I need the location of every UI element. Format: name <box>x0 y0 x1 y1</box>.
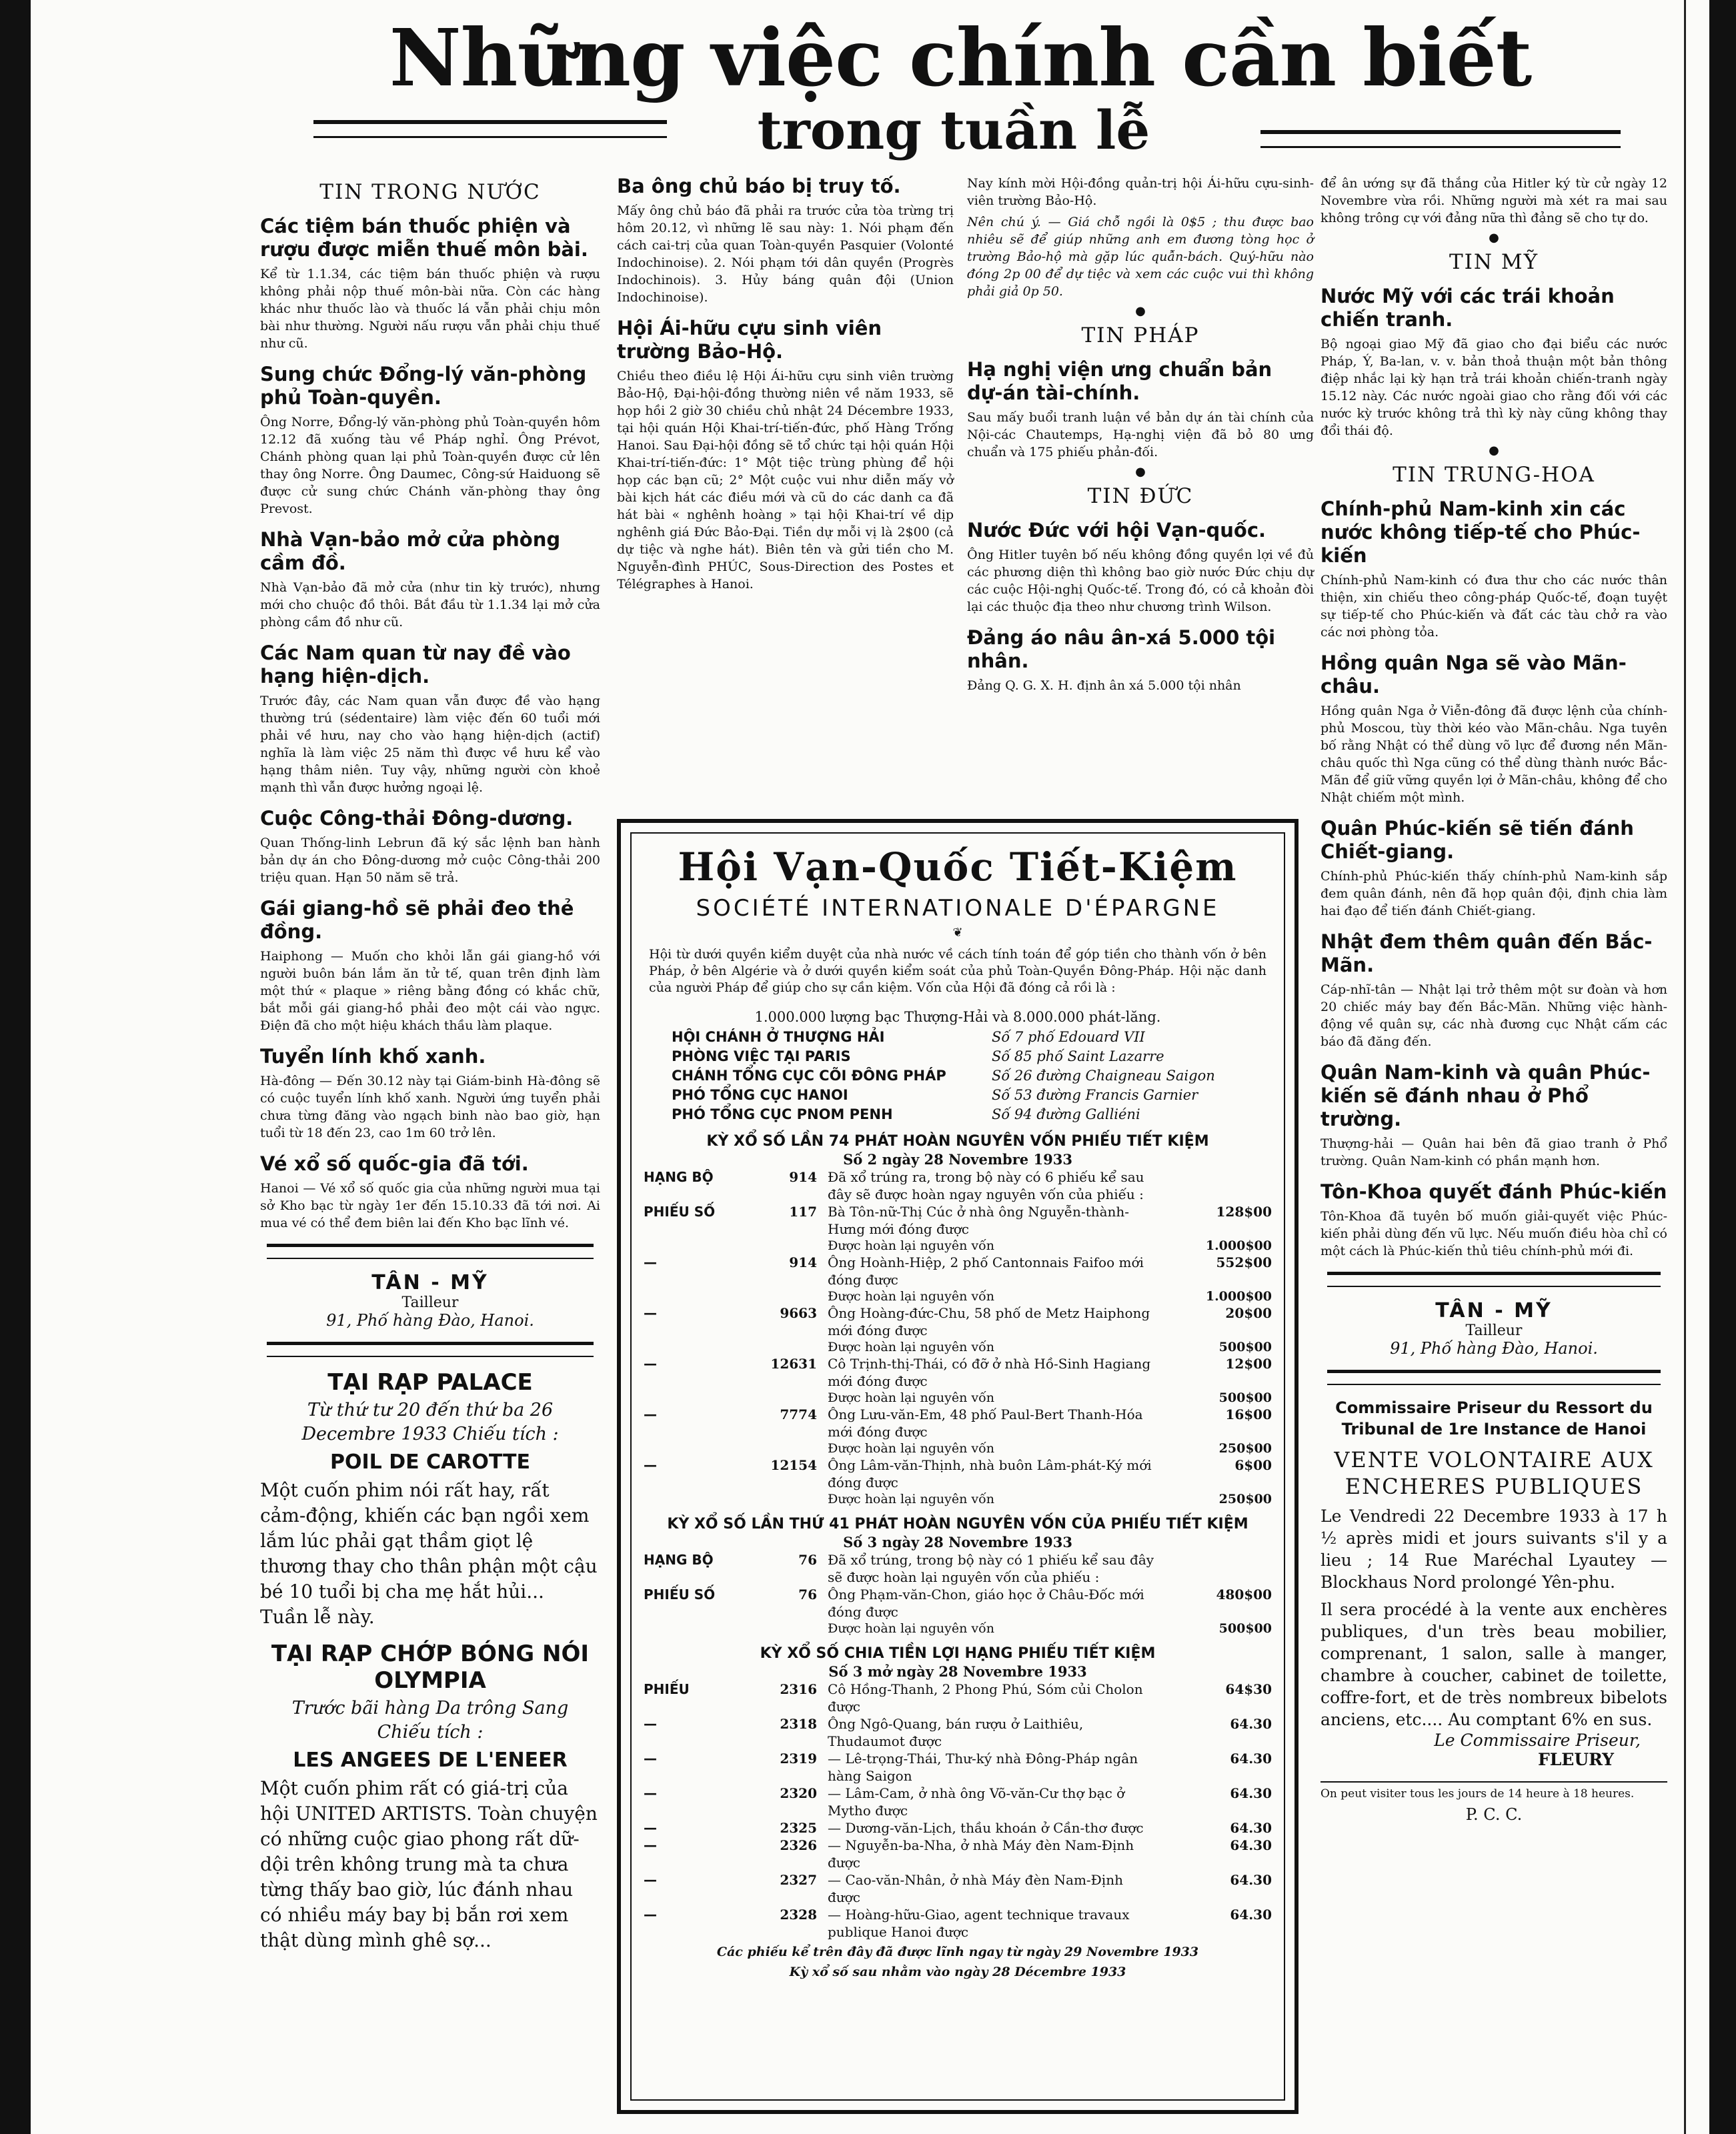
draw-row-kind: HẠNG BỘ <box>644 1552 714 1568</box>
article-body: Đảng Q. G. X. H. định ân xá 5.000 tội nhân <box>967 678 1241 693</box>
draw-row-kind: — <box>644 1254 657 1270</box>
article-note: Nên chú ý. — Giá chỗ ngồi là 0$5 ; thu được bao nhiêu sẽ để giúp những anh em đương tòng học ở trường Bảo-hộ mà gặp lúc quẫn-bách. Quý-hữu nào đóng 2p 00 để dự tiệc và xem các cuộc vui thì không phải giả 0p 50. <box>967 215 1314 299</box>
headline: Tôn-Khoa quyết đánh Phúc-kiến <box>1321 1180 1667 1203</box>
refund-amount: 250$00 <box>1218 1492 1272 1506</box>
spacer <box>644 1238 828 1254</box>
draw-row <box>632 1304 1284 1339</box>
ticket-number: 914 <box>789 1169 817 1185</box>
page-fold-line <box>1684 0 1686 2134</box>
draw-row-kind: — <box>644 1785 657 1801</box>
spacer <box>644 1621 828 1637</box>
cinema-olympia-show: Chiếu tích : <box>377 1722 484 1743</box>
office-name: CHÁNH TỔNG CỤC CÕI ĐÔNG PHÁP <box>672 1068 946 1084</box>
draw-row-kind: HẠNG BỘ <box>644 1169 714 1185</box>
refund-row <box>632 1288 1284 1304</box>
draw-row-kind: — <box>644 1356 657 1372</box>
draw-row <box>632 1551 1284 1586</box>
category-china: TIN TRUNG-HOA <box>1393 463 1595 487</box>
refund-row <box>632 1339 1284 1355</box>
cinema-palace-dates: Từ thứ tư 20 đến thứ ba 26 Decembre 1933 Chiếu tích : <box>301 1400 559 1444</box>
article-body: Ông Hitler tuyên bố nếu không đồng quyền lợi về đủ các phương diện thì không bao giờ nước Đức chịu dự các cuộc Hội-nghị Quốc-tế. Trong đó, có cả khoản đòi lại các thuộc địa theo như chương trình Wilson. <box>967 548 1314 614</box>
refund-row <box>632 1491 1284 1507</box>
draw-heading: KỲ XỔ SỐ LẦN 74 PHÁT HOÀN NGUYÊN VỐN PHIẾU TIẾT KIỆM <box>706 1133 1209 1150</box>
ticket-number: 9663 <box>780 1305 817 1321</box>
draw-row <box>632 1750 1284 1785</box>
draw-row <box>632 1837 1284 1871</box>
winner-description: Ông Lưu-văn-Em, 48 phố Paul-Bert Thanh-Hóa mới đóng được <box>828 1406 1143 1440</box>
headline: Quân Phúc-kiến sẽ tiến đánh Chiết-giang. <box>1321 817 1634 863</box>
advert-trade: Tailleur <box>401 1294 459 1311</box>
draw-date: Số 2 ngày 28 Novembre 1933 <box>843 1151 1072 1168</box>
ticket-number: 2327 <box>780 1872 817 1888</box>
article <box>260 642 600 796</box>
article-body: Kể từ 1.1.34, các tiệm bán thuốc phiện và rượu không phải nộp thuế môn-bài nữa. Còn các hàng khác như thuốc lào và thuốc lá vẫn phải chịu môn bài như thường. Người nấu rượu vẫn phải chịu thuế như cũ. <box>260 267 600 351</box>
column-foreign-news <box>1321 175 1667 1824</box>
auction-paragraph: Le Vendredi 22 Decembre 1933 à 17 h ½ après midi et jours suivants s'il y a lieu ; 14 Rue Maréchal Lyautey — Blockhaus Nord prolongé Yên-phu. <box>1321 1506 1667 1592</box>
winner-description: Đã xổ trúng, trong bộ này có 1 phiếu kể sau đây sẽ được hoàn lại nguyên vốn của phiếu : <box>828 1552 1154 1585</box>
paid-amount: 12$00 <box>1225 1356 1272 1372</box>
headline: Nước Đức với hội Vạn-quốc. <box>967 519 1266 542</box>
spacer <box>644 1440 828 1456</box>
headline: Các tiệm bán thuốc phiện và rượu được miễn thuế môn bài. <box>260 215 588 261</box>
masthead-rule-left <box>313 120 667 138</box>
refund-label: Được hoàn lại nguyên vốn <box>828 1621 994 1636</box>
refund-row <box>632 1238 1284 1254</box>
auction-signature-name: FLEURY <box>1537 1750 1614 1769</box>
winner-description: — Lâm-Cam, ở nhà ông Võ-văn-Cư thợ bạc ở Mytho được <box>828 1785 1125 1819</box>
headline: Đảng áo nâu ân-xá 5.000 tội nhân. <box>967 626 1276 672</box>
office-list <box>632 1028 1284 1124</box>
advert-capital: 1.000.000 lượng bạc Thượng-Hải và 8.000.000 phát-lăng. <box>754 1009 1161 1025</box>
advert-trade: Tailleur <box>1465 1322 1523 1339</box>
cinema-listings <box>260 1369 600 1953</box>
article <box>260 897 600 1034</box>
office-address: Số 85 phố Saint Lazarre <box>992 1048 1164 1064</box>
office-address: Số 7 phố Edouard VII <box>992 1029 1145 1045</box>
lottery-draw-results <box>632 1132 1284 1941</box>
winner-description: Ông Hoàng-đức-Chu, 58 phố de Metz Haiphong mới đóng được <box>828 1305 1150 1338</box>
draw-row <box>632 1254 1284 1288</box>
advert-inner-frame <box>630 832 1285 2101</box>
auction-initials: P. C. C. <box>1465 1805 1523 1824</box>
refund-row <box>632 1440 1284 1456</box>
ticket-number: 2318 <box>780 1716 817 1732</box>
article-body: Quan Thống-linh Lebrun đã ký sắc lệnh ban hành bản dự án cho Đông-dương mở cuộc Công-thải 200 triệu quan. Hạn 50 năm sẽ trả. <box>260 836 600 885</box>
cinema-olympia-title: TẠI RẠP CHỚP BÓNG NÓI OLYMPIA <box>271 1641 590 1694</box>
draw-row-kind: — <box>644 1406 657 1422</box>
spacer <box>644 1390 828 1406</box>
winner-description: — Lê-trọng-Thái, Thư-ký nhà Đông-Pháp ngân hàng Saigon <box>828 1751 1138 1784</box>
ticket-number: 2326 <box>780 1837 817 1853</box>
article-body: Hà-đông — Đến 30.12 này tại Giám-binh Hà-đông sẽ có cuộc tuyển lính khố xanh. Người ứng tuyển phải chưa từng đăng vào ngạch binh nào bao giờ, hạn tuổi từ 18 đến 23, cao 1m 60 trở lên. <box>260 1074 600 1140</box>
draw-row <box>632 1355 1284 1390</box>
draw-row-kind: — <box>644 1305 657 1321</box>
refund-amount: 250$00 <box>1218 1441 1272 1456</box>
article-continuation: để ân ướng sự đã thắng của Hitler ký từ cử ngày 12 Novembre vừa rồi. Những người mà xét ra mai sau không trông cự với đảng nữa thì đảng sẽ cho tự do. <box>1321 176 1667 225</box>
headline: Sung chức Đổng-lý văn-phòng phủ Toàn-quyền. <box>260 363 587 409</box>
winner-description: — Dương-văn-Lịch, thầu khoán ở Cần-thơ được <box>828 1820 1144 1836</box>
auction-header: Commissaire Priseur du Ressort du Tribunal de 1re Instance de Hanoi <box>1335 1398 1653 1438</box>
bullet-ornament: ● <box>1489 443 1499 457</box>
article-body: Cáp-nhĩ-tân — Nhật lại trở thêm một sư đoàn và hơn 20 chiếc máy bay đến Bắc-Mãn. Những việc hành-động về quân sự, các nhà đương cục Nhật cấm các báo đã đăng đến. <box>1321 982 1667 1049</box>
headline: Tuyển lính khố xanh. <box>260 1045 486 1068</box>
article <box>617 175 954 306</box>
winner-description: — Nguyễn-ba-Nha, ở nhà Máy đèn Nam-Định được <box>828 1837 1134 1871</box>
advert-subtitle: SOCIÉTÉ INTERNATIONALE D'ÉPARGNE <box>696 895 1220 922</box>
spacer <box>644 1491 828 1507</box>
headline: Vé xổ số quốc-gia đã tới. <box>260 1152 529 1175</box>
headline: Các Nam quan từ nay đề vào hạng hiện-dịch. <box>260 642 571 688</box>
refund-row <box>632 1390 1284 1406</box>
paid-amount: 128$00 <box>1216 1204 1272 1220</box>
ticket-number: 2316 <box>780 1681 817 1697</box>
ticket-number: 2320 <box>780 1785 817 1801</box>
category-france: TIN PHÁP <box>1081 323 1200 347</box>
auction-signature-role: Le Commissaire Priseur, <box>1434 1731 1641 1750</box>
bullet-ornament: ● <box>1489 231 1499 245</box>
spacer <box>644 1288 828 1304</box>
headline: Nhật đem thêm quân đến Bắc-Mãn. <box>1321 930 1653 976</box>
cinema-olympia-film: LES ANGEES DE L'ENEER <box>293 1749 568 1772</box>
article <box>260 215 600 352</box>
ticket-number: 12154 <box>770 1457 817 1473</box>
article <box>260 1152 600 1232</box>
paid-amount: 64.30 <box>1230 1907 1272 1923</box>
draw-row <box>632 1168 1284 1203</box>
headline: Gái giang-hồ sẽ phải đeo thẻ đồng. <box>260 897 574 943</box>
paid-amount: 552$00 <box>1216 1254 1272 1270</box>
article-body: Tôn-Khoa đã tuyên bố muốn giải-quyết việc Phúc-kiến phải dùng đến vũ lực. Nếu muốn điều hòa chỉ có một cách là Phúc-kiến thủ tiêu chính-phủ mới đi. <box>1321 1209 1667 1258</box>
office-address: Số 26 đường Chaigneau Saigon <box>992 1068 1215 1084</box>
article-body: Haiphong — Muốn cho khỏi lẫn gái giang-hồ với người buôn bán lắm ăn tử tế, quan trên định làm một thứ « plaque » riêng bằng đồng có khắc chữ, bắt mỗi gái giang-hồ phải đeo một cái vào ngực. Điện đã cho một hiệu khách thầu làm plaque. <box>260 949 600 1033</box>
column-three <box>967 175 1314 698</box>
office-entry <box>672 1086 1244 1105</box>
ticket-number: 2328 <box>780 1907 817 1923</box>
advert-next-draw: Kỳ xổ số sau nhằm vào ngày 28 Décembre 1933 <box>789 1965 1126 1979</box>
draw-row <box>632 1681 1284 1715</box>
advert-address: 91, Phố hàng Đào, Hanoi. <box>326 1311 534 1330</box>
draw-row-kind: PHIẾU SỐ <box>644 1204 716 1220</box>
ticket-number: 76 <box>798 1586 817 1603</box>
article-body: Hồng quân Nga ở Viễn-đông đã được lệnh của chính-phủ Moscou, tùy thời kéo vào Mãn-châu. Nga tuyên bố rằng Nhật có thể dùng võ lực để đương nền Mãn-châu quốc thì Nga cũng có thể dùng thành nước Bắc-Mãn để giữ vững quyền lợi ở Mãn-châu, không để cho Nhật chiếm một mình. <box>1321 704 1667 805</box>
category-usa: TIN MỸ <box>1449 250 1539 274</box>
refund-amount: 1.000$00 <box>1205 1289 1272 1304</box>
draw-row <box>632 1819 1284 1837</box>
masthead-rule-right <box>1260 130 1621 148</box>
cinema-palace-film: POIL DE CAROTTE <box>330 1450 530 1474</box>
headline: Chính-phủ Nam-kinh xin các nước không tiếp-tế cho Phúc-kiến <box>1321 497 1641 567</box>
advert-address: 91, Phố hàng Đào, Hanoi. <box>1390 1339 1598 1358</box>
paid-amount: 64.30 <box>1230 1785 1272 1801</box>
draw-date: Số 3 ngày 28 Novembre 1933 <box>843 1534 1072 1550</box>
draw-row <box>632 1456 1284 1491</box>
cinema-olympia-place: Trước bãi hàng Da trông Sang <box>291 1698 569 1719</box>
category-domestic: TIN TRONG NƯỚC <box>319 180 541 204</box>
draw-heading: KỲ XỔ SỐ LẦN THỨ 41 PHÁT HOÀN NGUYÊN VỐN CỦA PHIẾU TIẾT KIỆM <box>667 1516 1248 1532</box>
article-body: Trước đây, các Nam quan vẫn được đề vào hạng thường trú (sédentaire) làm việc đến 60 tuổi mới phải về hưu, nay cho vào hạng hiện-dịch (actif) nghĩa là làm việc 25 năm thì được về hưu kể vào hạng thâm niên. Tuy vậy, những người còn khoẻ mạnh thì vẫn được hưởng ngoại lệ. <box>260 694 600 795</box>
cinema-palace-desc: Một cuốn phim nói rất hay, rất cảm-động, khiến các bạn ngồi xem lắm lúc phải gạt thầm giọt lệ thương thay cho thân phận một cậu bé 10 tuổi bị cha mẹ hắt hủi... <box>260 1479 598 1603</box>
winner-description: — Hoàng-hữu-Giao, agent technique travaux publique Hanoi được <box>828 1907 1130 1940</box>
ticket-number: 12631 <box>770 1356 817 1372</box>
draw-row-kind: — <box>644 1820 657 1836</box>
article <box>260 1045 600 1142</box>
draw-row-kind: PHIẾU SỐ <box>644 1586 716 1603</box>
paid-amount: 64.30 <box>1230 1716 1272 1732</box>
cinema-palace-week: Tuần lễ này. <box>260 1606 375 1628</box>
draw-row-kind: — <box>644 1907 657 1923</box>
draw-row-kind: — <box>644 1837 657 1853</box>
draw-row <box>632 1871 1284 1906</box>
article <box>617 317 954 593</box>
ticket-number: 76 <box>798 1552 817 1568</box>
refund-amount: 500$00 <box>1218 1621 1272 1636</box>
office-entry <box>672 1105 1244 1124</box>
article <box>260 807 600 886</box>
ticket-number: 2319 <box>780 1751 817 1767</box>
headline: Nước Mỹ với các trái khoản chiến tranh. <box>1321 285 1615 331</box>
paid-amount: 64.30 <box>1230 1872 1272 1888</box>
draw-row-kind: — <box>644 1716 657 1732</box>
draw-row <box>632 1406 1284 1440</box>
divider <box>267 1342 594 1357</box>
article-body: Ông Norre, Đổng-lý văn-phòng phủ Toàn-quyền hôm 12.12 đã xuống tàu về Pháp nghỉ. Ông Prévot, Chánh phòng quan lại phủ Toàn-quyền được cử lên thay ông Norre. Ông Daumec, Công-sứ Haiduong sẽ được cử sung chức Chánh văn-phòng thay ông Prevost. <box>260 415 600 516</box>
paid-amount: 6$00 <box>1234 1457 1272 1473</box>
draw-row-kind: — <box>644 1751 657 1767</box>
headline: Hội Ái-hữu cựu sinh viên trường Bảo-Hộ. <box>617 317 882 363</box>
advert-footer-note: Các phiếu kể trên đây đã được lĩnh ngay từ ngày 29 Novembre 1933 <box>716 1945 1199 1959</box>
refund-label: Được hoàn lại nguyên vốn <box>828 1340 994 1354</box>
ticket-number: 2325 <box>780 1820 817 1836</box>
refund-amount: 500$00 <box>1218 1340 1272 1354</box>
paid-amount: 16$00 <box>1225 1406 1272 1422</box>
office-address: Số 53 đường Francis Garnier <box>992 1087 1198 1103</box>
office-name: PHÓ TỔNG CỤC PNOM PENH <box>672 1106 893 1122</box>
article <box>260 363 600 517</box>
column-two <box>617 175 954 597</box>
paid-amount <box>1158 1551 1272 1586</box>
advert-name: TÂN - MỸ <box>371 1271 489 1294</box>
bullet-ornament: ● <box>1135 304 1146 318</box>
article <box>260 528 600 631</box>
article-body: Mấy ông chủ báo đã phải ra trước cửa tòa trừng trị hôm 20.12, vì những lẽ sau này: 1. Nói phạm đến cách cai-trị của quan Toàn-quyền Pasquier (Volonté Indochinoise). 2. Nói phạm tới dân quyền (Progrès Indochinois). 3. Hủy báng quân đội (Union Indochinoise). <box>617 203 954 305</box>
draw-row <box>632 1906 1284 1941</box>
paid-amount: 64.30 <box>1230 1837 1272 1853</box>
paid-amount <box>1158 1168 1272 1203</box>
headline: Ba ông chủ báo bị truy tố. <box>617 175 901 197</box>
masthead-subtitle: trong tuần lễ <box>757 99 1150 161</box>
draw-row-kind: PHIẾU <box>644 1681 690 1697</box>
office-name: PHÓ TỔNG CỤC HANOI <box>672 1087 848 1103</box>
refund-label: Được hoàn lại nguyên vốn <box>828 1289 994 1304</box>
article-body: Chính-phủ Phúc-kiến thấy chính-phủ Nam-kinh sắp đem quân đánh, nên đã họp quân đội, định chia làm hai đạo để tiến đánh Chiết-giang. <box>1321 869 1667 918</box>
article-body: Hanoi — Vé xổ số quốc gia của những người mua tại sở Kho bạc từ ngày 1er đến 15.10.33 đã tới nơi. Ai mua vé có thể đem biên lai đến Kho bạc lĩnh vé. <box>260 1181 600 1230</box>
headline: Hạ nghị viện ưng chuẩn bản dự-án tài-chính. <box>967 358 1272 404</box>
column-domestic-news <box>260 175 600 1953</box>
article-body: Chiều theo điều lệ Hội Ái-hữu cựu sinh viên trường Bảo-Hộ, Đại-hội-đồng thường niên về năm 1933, sẽ họp hồi 2 giờ 30 chiều chủ nhật 24 Décembre 1933, tại hội quán Hội Khai-trí-tiến-đức, phố Hàng Trống Hanoi. Sau Đại-hội đồng sẽ tổ chức tại hội quán Hội Khai-trí-tiến-đức: 1° Một tiệc trùng phùng để hội họp các bạn cũ; 2° Một cuộc vui như diễn mấy vở bài kịch hát các điều mới và cũ do các danh ca đã hát bài « nghênh hoàng » tại hội Khai-trí về dịp nghênh giá Đức Bảo-Đại. Tiền dự mỗi vị là 2$00 (cả dự tiệc và nghe hát). Biên tên và gửi tiền cho M. Nguyễn-đình PHÚC, Sous-Direction des Postes et Télégraphes à Hanoi. <box>617 369 954 592</box>
winner-description: Đã xổ trúng ra, trong bộ này có 6 phiếu kể sau đây sẽ được hoàn ngay nguyên vốn của phiếu : <box>828 1169 1144 1202</box>
draw-row <box>632 1715 1284 1750</box>
headline: Nhà Vạn-bảo mở cửa phòng cầm đồ. <box>260 528 561 574</box>
article-body: Sau mấy buổi tranh luận về bản dự án tài chính của Nội-các Chautemps, Hạ-nghị viện đã bỏ 80 ưng chuẩn và 175 phiếu phản-đối. <box>967 410 1314 459</box>
winner-description: Ông Phạm-văn-Chon, giáo học ở Châu-Đốc mới đóng được <box>828 1586 1144 1620</box>
article-body: Thượng-hải — Quân hai bên đã giao tranh ở Phổ trường. Quân Nam-kinh có phần mạnh hơn. <box>1321 1136 1667 1168</box>
category-germany: TIN ĐỨC <box>1087 484 1194 508</box>
winner-description: Cô Trịnh-thị-Thái, có đỡ ở nhà Hồ-Sinh Hagiang mới đóng được <box>828 1356 1151 1389</box>
scan-edge-right <box>1709 0 1736 2134</box>
winner-description: Ông Hoành-Hiệp, 2 phố Cantonnais Faifoo mới đóng được <box>828 1254 1144 1288</box>
refund-amount: 500$00 <box>1218 1390 1272 1405</box>
ticket-number: 117 <box>789 1204 817 1220</box>
office-entry <box>672 1028 1244 1047</box>
bullet-ornament: ● <box>1135 465 1146 479</box>
paid-amount: 64.30 <box>1230 1751 1272 1767</box>
office-name: HỘI CHÁNH Ở THƯỢNG HẢI <box>672 1029 885 1045</box>
draw-row-kind: — <box>644 1457 657 1473</box>
winner-description: Ông Ngô-Quang, bán rượu ở Laithiêu, Thudaumot được <box>828 1716 1084 1749</box>
scan-edge-left <box>0 0 31 2134</box>
winner-description: Bà Tôn-nữ-Thị Cúc ở nhà ông Nguyễn-thành-Hưng mới đóng được <box>828 1204 1130 1237</box>
refund-row <box>632 1621 1284 1637</box>
refund-label: Được hoàn lại nguyên vốn <box>828 1390 994 1405</box>
savings-society-advert <box>617 819 1298 2114</box>
auction-title: VENTE VOLONTAIRE AUX ENCHERES PUBLIQUES <box>1334 1447 1654 1499</box>
advert-name: TÂN - MỸ <box>1435 1299 1553 1322</box>
article-body: Chính-phủ Nam-kinh có đưa thư cho các nước thân thiện, xin chiếu theo công-pháp Quốc-tế, đoạn tuyệt sự tiếp-tế cho Phúc-kiến và đất các tàu chở ra vào các nơi phòng tỏa. <box>1321 573 1667 640</box>
ticket-number: 7774 <box>780 1406 817 1422</box>
article-body: Bộ ngoại giao Mỹ đã giao cho đại biểu các nước Pháp, Ý, Ba-lan, v. v. bản thoả thuận một bản thông điệp nhắc lại kỳ hạn trả trái khoản chiến-tranh ngày 15.12 này. Các nước ngoài giao cho rằng đối với các nước kỳ trước không trả thì kỳ này cũng không thay đổi thái độ. <box>1321 337 1667 438</box>
refund-label: Được hoàn lại nguyên vốn <box>828 1238 994 1253</box>
paid-amount: 20$00 <box>1225 1305 1272 1321</box>
advert-intro: Hội từ dưới quyền kiểm duyệt của nhà nước về cách tính toán để góp tiền cho thành vốn ở bên Pháp, ở bên Algérie và ở dưới quyền kiểm soát của phủ Toàn-Quyền Đông-Pháp. Hội nặc danh của người Pháp để giúp cho sự cần kiệm. Vốn của Hội đã đóng cả rồi là : <box>649 947 1266 995</box>
refund-amount: 1.000$00 <box>1205 1238 1272 1253</box>
office-entry <box>672 1047 1244 1066</box>
headline: Quân Nam-kinh và quân Phúc-kiến sẽ đánh nhau ở Phổ trường. <box>1321 1061 1651 1130</box>
headline: Hồng quân Nga sẽ vào Mãn-châu. <box>1321 652 1627 698</box>
refund-label: Được hoàn lại nguyên vốn <box>828 1441 994 1456</box>
draw-date: Số 3 mở ngày 28 Novembre 1933 <box>828 1663 1087 1680</box>
paid-amount: 64.30 <box>1230 1820 1272 1836</box>
paid-amount: 64$30 <box>1225 1681 1272 1697</box>
draw-row <box>632 1785 1284 1819</box>
winner-description: — Cao-văn-Nhân, ở nhà Máy đèn Nam-Định được <box>828 1872 1123 1905</box>
divider <box>1327 1370 1661 1385</box>
advert-title: Hội Vạn-Quốc Tiết-Kiệm <box>678 844 1238 890</box>
winner-description: Cô Hồng-Thanh, 2 Phong Phú, Sóm củi Cholon được <box>828 1681 1143 1715</box>
masthead-title: Những việc chính cần biết <box>389 11 1532 104</box>
tailor-advert <box>260 1271 600 1330</box>
office-name: PHÒNG VIỆC TẠI PARIS <box>672 1048 851 1064</box>
office-entry <box>672 1066 1244 1086</box>
headline: Cuộc Công-thải Đông-dương. <box>260 807 574 830</box>
spacer <box>644 1339 828 1355</box>
divider <box>1327 1272 1661 1287</box>
divider <box>267 1244 594 1259</box>
article-body: Nhà Vạn-bảo đã mở cửa (như tin kỳ trước), nhưng mới cho chuộc đồ thôi. Bắt đầu từ 1.1.34 lại mở cửa phòng cầm đồ như cũ. <box>260 580 600 630</box>
cinema-olympia-desc: Một cuốn phim rất có giá-trị của hội UNITED ARTISTS. Toàn chuyện có những cuộc giao phong rất dữ-dội trên không trung mà ta chưa từng thấy bao giờ, lúc đánh nhau có nhiều máy bay bị bắn rơi xem thật dùng mình ghê sợ... <box>260 1777 598 1951</box>
ornament: ❦ <box>952 926 963 940</box>
cinema-palace-title: TẠI RẠP PALACE <box>327 1369 533 1396</box>
auction-notice <box>1321 1397 1667 1824</box>
draw-row <box>632 1586 1284 1621</box>
draw-heading: KỲ XỔ SỐ CHIA TIỀN LỢI HẠNG PHIẾU TIẾT KIỆM <box>760 1645 1156 1662</box>
article-continuation: Nay kính mời Hội-đồng quản-trị hội Ái-hữu cựu-sinh-viên trường Bảo-Hộ. <box>967 176 1314 208</box>
tailor-advert <box>1321 1299 1667 1358</box>
auction-paragraph: Il sera procédé à la vente aux enchères publiques, d'un très beau mobilier, comprenant, 1 salon, salle à manger, chambre à coucher, cabinet de toilette, coffre-fort, et de très nombreux bibelots anciens, etc.... Au comptant 6% en sus. <box>1321 1600 1667 1729</box>
office-address: Số 94 đường Galliéni <box>992 1106 1140 1122</box>
auction-visit-note: On peut visiter tous les jours de 14 heure à 18 heures. <box>1321 1781 1667 1801</box>
refund-label: Được hoàn lại nguyên vốn <box>828 1492 994 1506</box>
draw-row <box>632 1203 1284 1238</box>
paid-amount: 480$00 <box>1216 1586 1272 1603</box>
draw-row-kind: — <box>644 1872 657 1888</box>
winner-description: Ông Lâm-văn-Thịnh, nhà buôn Lâm-phát-Ký mới đóng được <box>828 1457 1152 1490</box>
ticket-number: 914 <box>789 1254 817 1270</box>
